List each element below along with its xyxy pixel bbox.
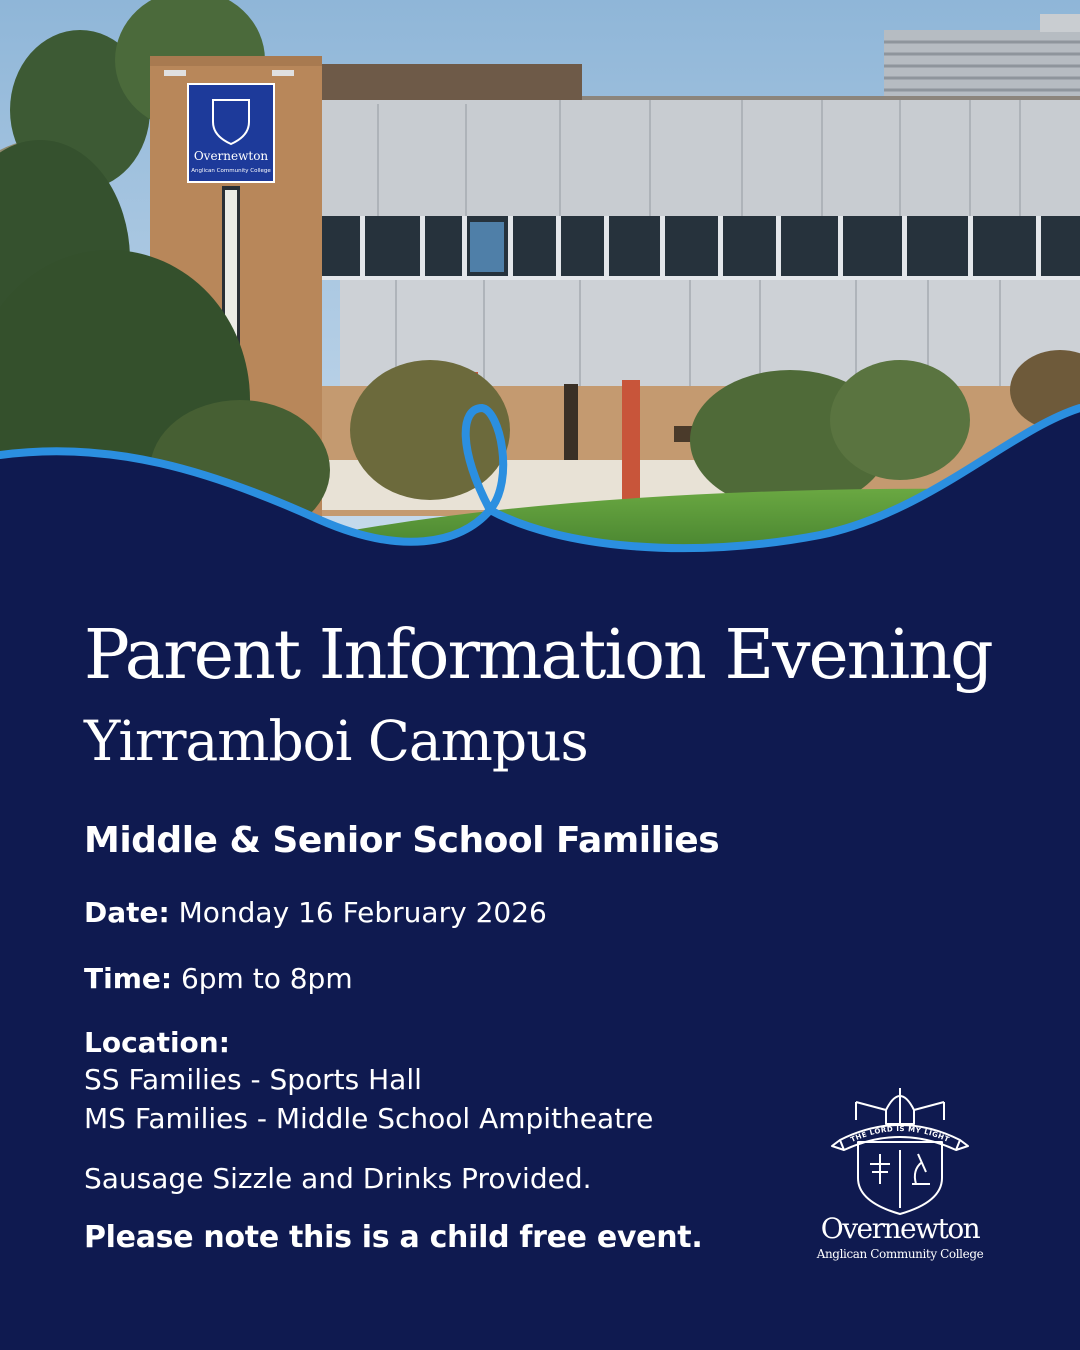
catering-note: Sausage Sizzle and Drinks Provided. <box>84 1162 592 1195</box>
college-subtitle: Anglican Community College <box>816 1247 984 1261</box>
campus-building-photo <box>0 0 1080 570</box>
date-value: Monday 16 February 2026 <box>178 896 547 929</box>
crest-motto: THE LORD IS MY LIGHT <box>849 1124 951 1144</box>
building-sign-name: Overnewton <box>193 149 269 163</box>
college-name: Overnewton <box>820 1212 980 1245</box>
child-free-note: Please note this is a child free event. <box>84 1220 703 1255</box>
time-value: 6pm to 8pm <box>180 962 353 995</box>
date-row <box>84 896 547 930</box>
event-title: Parent Information Evening <box>84 616 992 695</box>
location-item: MS Families - Middle School Ampitheatre <box>84 1102 654 1135</box>
building-sign-subtitle: Anglican Community College <box>191 168 271 174</box>
campus-name: Yirramboi Campus <box>84 709 588 773</box>
date-label: Date: <box>84 896 170 929</box>
location-item: SS Families - Sports Hall <box>84 1063 422 1096</box>
time-row <box>84 962 353 996</box>
location-label: Location: <box>84 1026 230 1059</box>
time-label: Time: <box>84 962 173 995</box>
audience-heading: Middle & Senior School Families <box>84 820 720 861</box>
